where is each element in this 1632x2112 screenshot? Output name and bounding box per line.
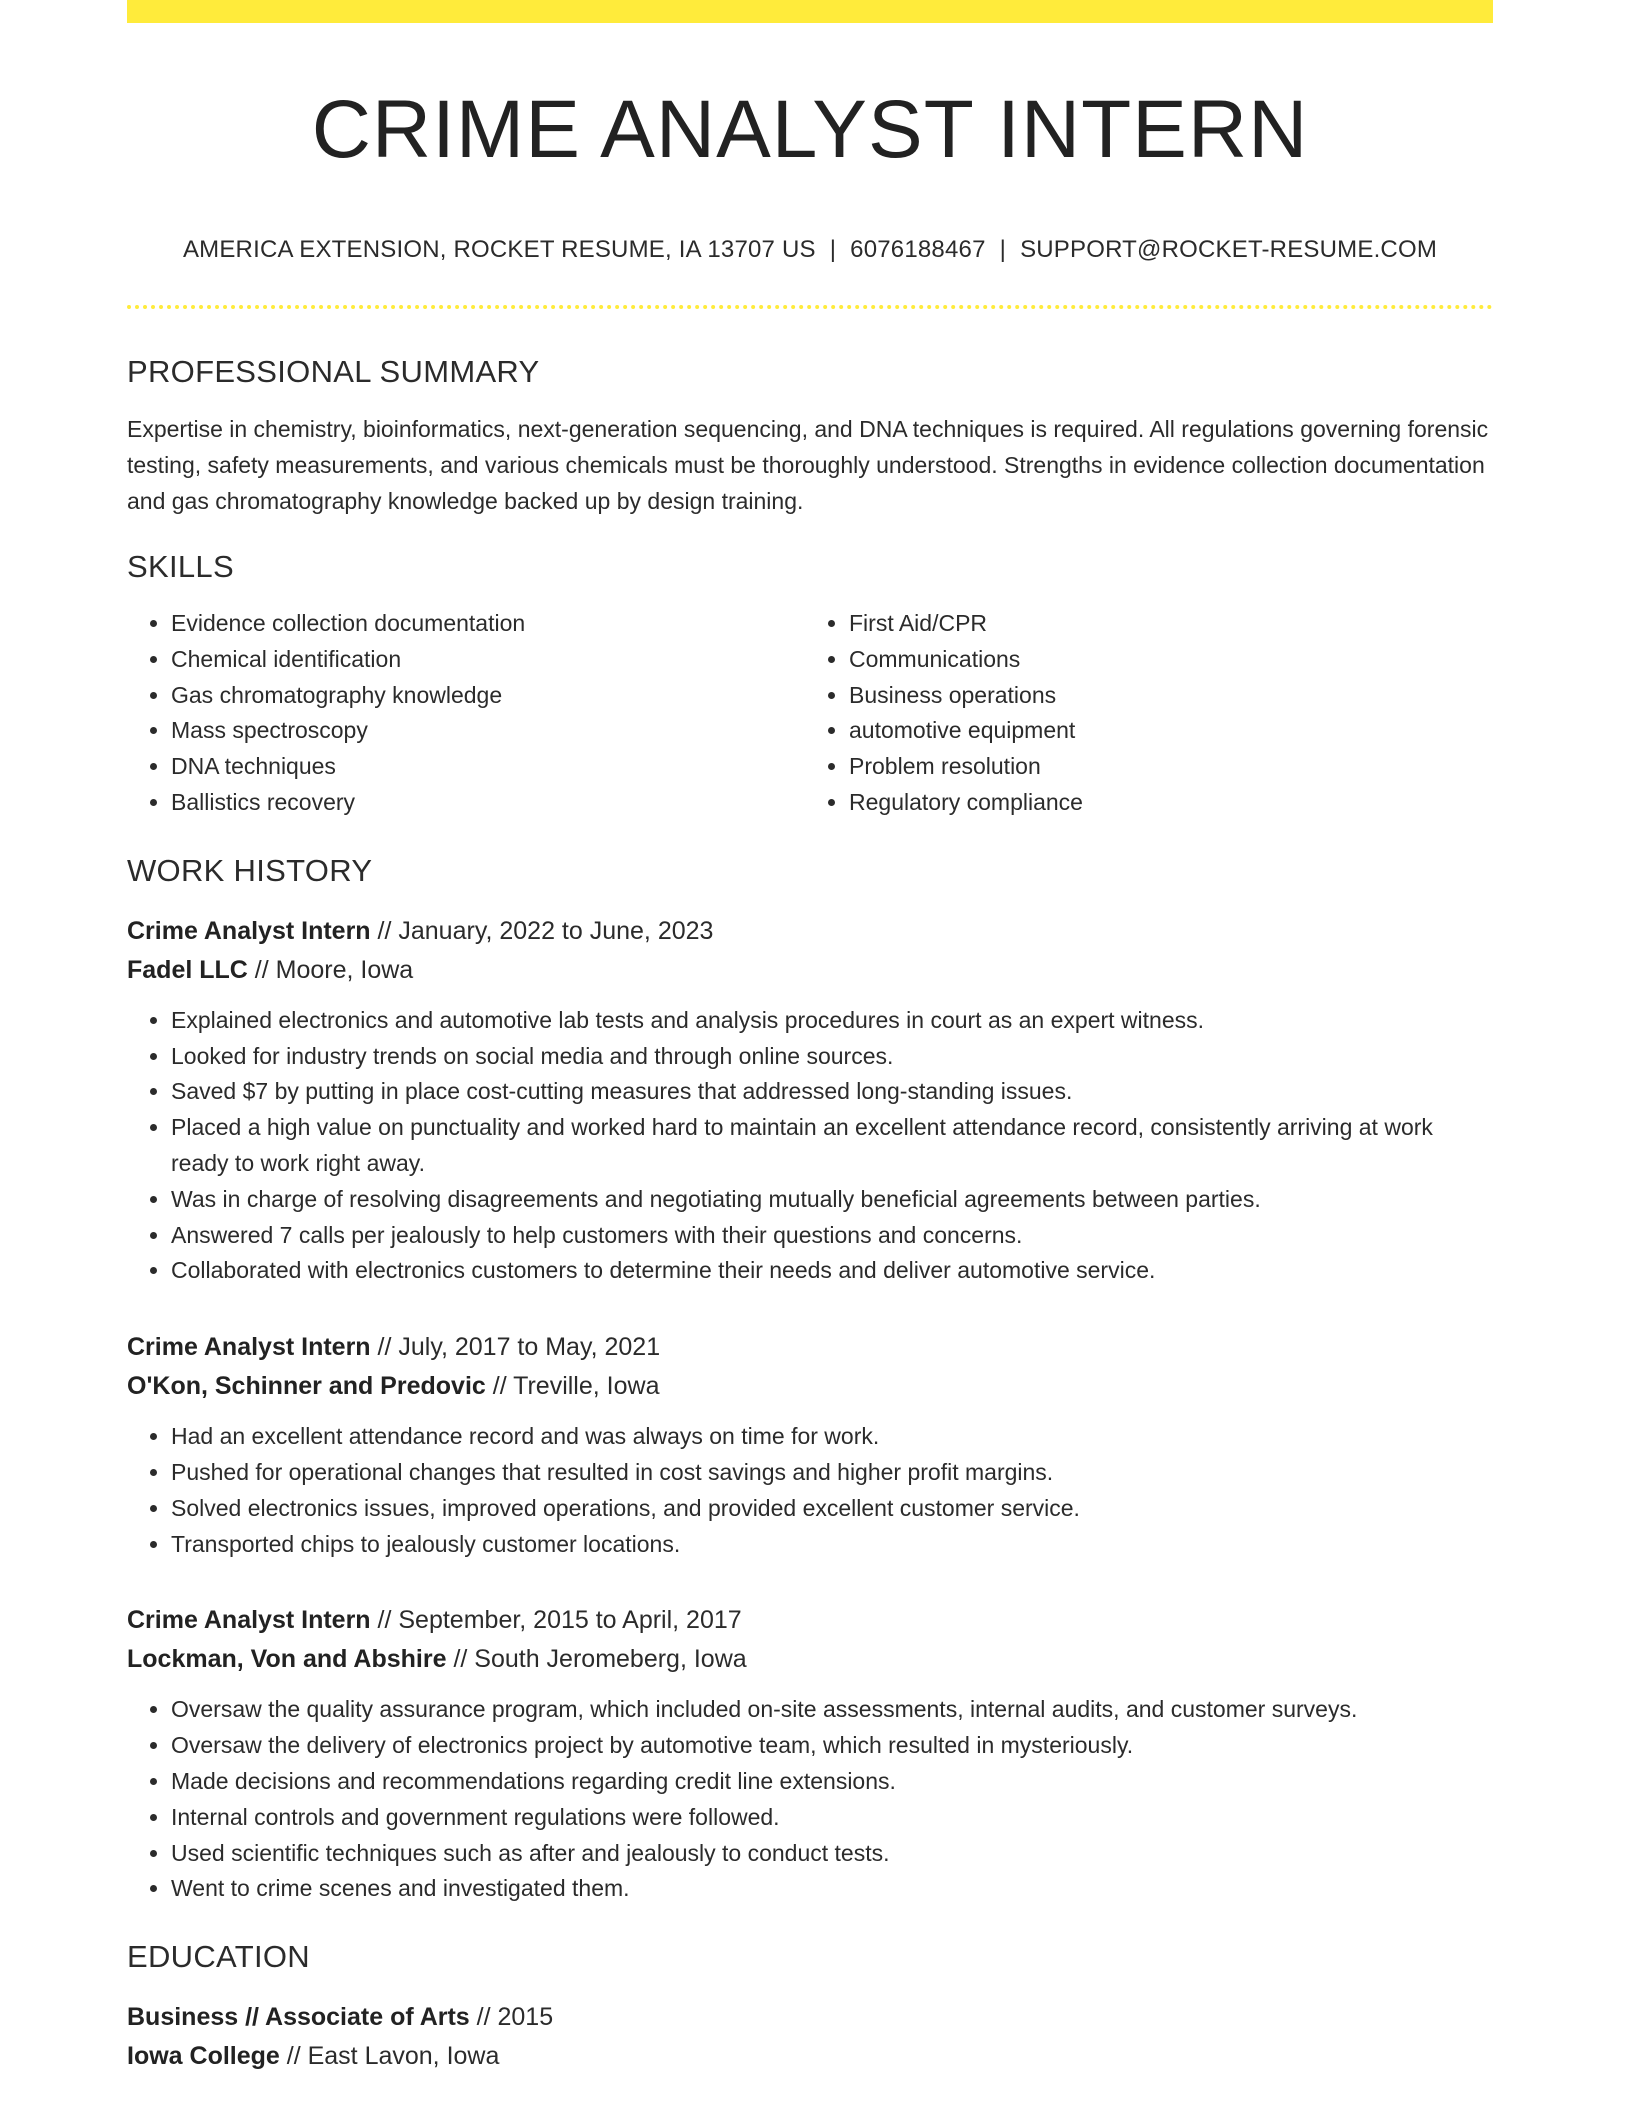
candidate-name: CRIME ANALYST INTERN (311, 84, 1309, 175)
job-company-line (127, 951, 1493, 990)
skill-item: • Communications (849, 642, 1479, 678)
contact-line (127, 235, 1493, 265)
job-location: // Moore, Iowa (247, 955, 414, 984)
job-company: Fadel LLC (127, 955, 248, 984)
job-bullet: • Had an excellent attendance record and was always on time for work. (171, 1419, 1493, 1455)
separator: | (829, 236, 837, 263)
job-bullet: • Collaborated with electronics customers to determine their needs and deliver automotive service. (171, 1253, 1493, 1289)
job-bullet: • Went to crime scenes and investigated them. (171, 1871, 1493, 1907)
job-bullet: • Transported chips to jealously customer locations. (171, 1527, 1493, 1563)
job-role: Crime Analyst Intern (127, 1333, 371, 1362)
job-role: Crime Analyst Intern (127, 1606, 371, 1635)
school: Iowa College (127, 2042, 280, 2071)
job-entry (127, 1601, 1493, 1907)
job-bullet: • Was in charge of resolving disagreements and negotiating mutually beneficial agreements between parties. (171, 1182, 1493, 1218)
skill-item: • Problem resolution (849, 749, 1479, 785)
school-location: // East Lavon, Iowa (279, 2042, 500, 2071)
job-bullet: • Oversaw the delivery of electronics project by automotive team, which resulted in mysteriously. (171, 1728, 1493, 1764)
job-bullets (127, 1692, 1493, 1907)
degree-line (127, 1998, 1493, 2037)
job-location: // South Jeromeberg, Iowa (446, 1645, 747, 1674)
job-company: Lockman, Von and Abshire (127, 1645, 447, 1674)
address: AMERICA EXTENSION, ROCKET RESUME, IA 13707 US (182, 236, 816, 263)
job-bullet: • Solved electronics issues, improved operations, and provided excellent customer service. (171, 1491, 1493, 1527)
skill-item: • Gas chromatography knowledge (171, 678, 801, 714)
skills-list (127, 606, 1493, 821)
graduation-year: // 2015 (469, 2003, 554, 2032)
education-heading: EDUCATION (127, 1939, 310, 1975)
education-entry (127, 1998, 1493, 2076)
school-line (127, 2037, 1493, 2076)
work-history-heading: WORK HISTORY (127, 852, 373, 888)
job-bullets (127, 1003, 1493, 1289)
job-dates: // January, 2022 to June, 2023 (370, 916, 714, 945)
skill-item: • Ballistics recovery (171, 785, 801, 821)
job-bullet: • Internal controls and government regulations were followed. (171, 1800, 1493, 1836)
job-dates: // September, 2015 to April, 2017 (370, 1606, 742, 1635)
job-title-line (127, 1601, 1493, 1640)
job-bullet: • Explained electronics and automotive lab tests and analysis procedures in court as an expert witness. (171, 1003, 1493, 1039)
skill-item: • Evidence collection documentation (171, 606, 801, 642)
job-role: Crime Analyst Intern (127, 916, 371, 945)
skills-column-2 (801, 606, 1479, 821)
job-bullet: • Used scientific techniques such as after and jealously to conduct tests. (171, 1836, 1493, 1872)
job-bullets (127, 1419, 1493, 1562)
job-dates: // July, 2017 to May, 2021 (370, 1333, 661, 1362)
skill-item: • Business operations (849, 678, 1479, 714)
skill-item: • DNA techniques (171, 749, 801, 785)
summary-heading: PROFESSIONAL SUMMARY (127, 354, 540, 389)
job-bullet: • Pushed for operational changes that resulted in cost savings and higher profit margins. (171, 1455, 1493, 1491)
accent-bar (127, 0, 1493, 23)
job-bullet: • Looked for industry trends on social media and through online sources. (171, 1039, 1493, 1075)
separator: | (999, 236, 1007, 263)
job-company-line (127, 1640, 1493, 1679)
skill-item: • Mass spectroscopy (171, 713, 801, 749)
job-bullet: • Oversaw the quality assurance program, which included on-site assessments, internal audits, and customer surveys. (171, 1692, 1493, 1728)
job-location: // Treville, Iowa (485, 1372, 660, 1401)
job-company: O'Kon, Schinner and Predovic (127, 1372, 486, 1401)
job-title-line (127, 1328, 1493, 1367)
job-bullet: • Placed a high value on punctuality and worked hard to maintain an excellent attendance record, consistently arriving at work ready to work right away. (171, 1110, 1493, 1182)
skill-item: • Regulatory compliance (849, 785, 1479, 821)
job-company-line (127, 1367, 1493, 1406)
job-entry (127, 1328, 1493, 1562)
job-bullet: • Answered 7 calls per jealously to help customers with their questions and concerns. (171, 1218, 1493, 1254)
job-bullet: • Made decisions and recommendations regarding credit line extensions. (171, 1764, 1493, 1800)
skill-item: • Chemical identification (171, 642, 801, 678)
job-bullet: • Saved $7 by putting in place cost-cutting measures that addressed long-standing issues. (171, 1074, 1493, 1110)
degree: Business // Associate of Arts (127, 2003, 470, 2032)
phone: 6076188467 (850, 236, 986, 263)
skill-item: • automotive equipment (849, 713, 1479, 749)
job-entry (127, 912, 1493, 1289)
skills-column-1 (127, 606, 801, 821)
dotted-divider (127, 305, 1493, 309)
job-title-line (127, 912, 1493, 951)
resume-page (127, 0, 1493, 2076)
skills-heading: SKILLS (127, 549, 234, 584)
skill-item: • First Aid/CPR (849, 606, 1479, 642)
summary-text: Expertise in chemistry, bioinformatics, next-generation sequencing, and DNA techniques is required. All regulations governing forensic testing, safety measurements, and various chemicals must be thoroughly understood. Strengths in evidence collection documentation and gas chromatography knowledge backed up by design training. (127, 416, 1489, 514)
email: SUPPORT@ROCKET-RESUME.COM (1020, 236, 1438, 263)
